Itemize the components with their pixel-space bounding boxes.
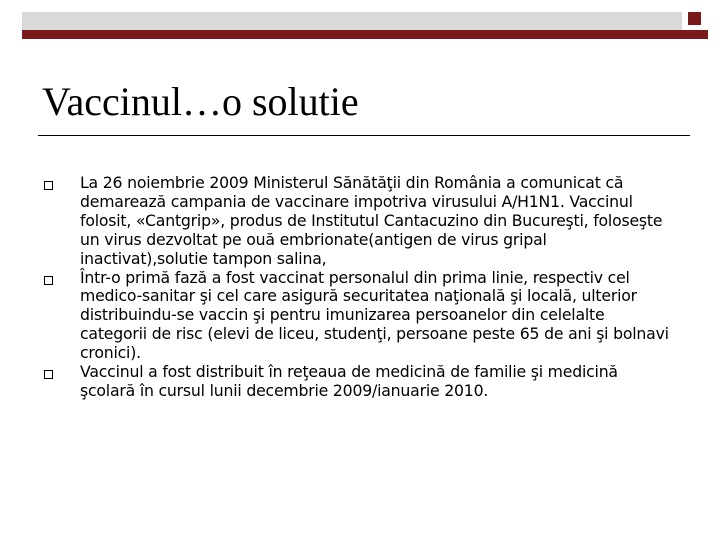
bullet-item-3	[44, 363, 674, 401]
bullet-item-2	[44, 269, 674, 364]
bullet-item-1	[44, 174, 674, 269]
square-bullet-icon	[44, 181, 53, 190]
bullet-list	[44, 174, 674, 401]
slide-title: Vaccinul…o solutie	[42, 79, 359, 124]
bullet-text-3: Vaccinul a fost distribuit în reţeaua de medicină de familie şi medicină şcolară în cursul lunii decembrie 2009/ianuarie 2010.	[80, 362, 618, 400]
header-decor-band	[22, 12, 682, 30]
square-bullet-icon	[44, 276, 53, 285]
header-accent-bar	[22, 30, 708, 39]
title-divider	[38, 135, 690, 136]
bullet-text-2: Într-o primă fază a fost vaccinat personalul din prima linie, respectiv cel medico-sanitar şi cel care asigură securitatea naţională şi locală, ulterior distribuindu-se vaccin şi pentru imunizarea persoanelor din celelalte categorii de risc (elevi de liceu, studenţi, persoane peste 65 de ani şi bolnavi cronici).	[80, 267, 669, 363]
square-bullet-icon	[44, 370, 53, 379]
header-accent-square	[688, 12, 701, 25]
bullet-text-1: La 26 noiembrie 2009 Ministerul Sănătăţii din România a comunicat că demarează campania de vaccinare impotriva virusului A/H1N1. Vaccinul folosit, «Cantgrip», produs de Institutul Cantacuzino din Bucureşti, foloseşte un virus dezvoltat pe ouă embrionate(antigen de virus gripal inactivat),solutie tampon salina,	[80, 173, 663, 268]
